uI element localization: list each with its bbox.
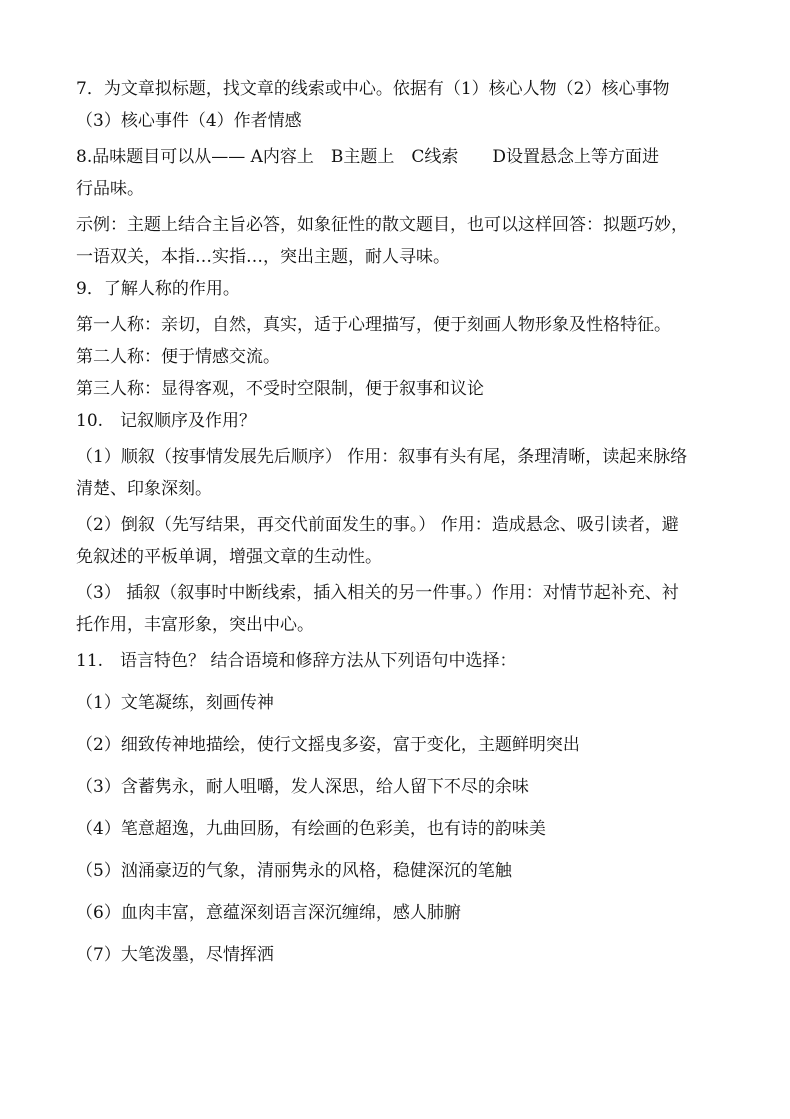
style-option-3: （3）含蓄隽永，耐人咀嚼，发人深思，给人留下不尽的余味 (76, 777, 529, 797)
chronological-line-1: （1）顺叙（按事情发展先后顺序） 作用：叙事有头有尾，条理清晰，读起来脉络 (76, 447, 688, 467)
second-person-line: 第二人称：便于情感交流。 (76, 347, 280, 367)
chronological-line-2: 清楚、印象深刻。 (76, 479, 212, 499)
style-option-6: （6）血肉丰富，意蕴深刻语言深沉缠绵，感人肺腑 (76, 903, 461, 923)
style-option-7: （7）大笔泼墨，尽情挥洒 (76, 945, 274, 965)
interposed-line-1: （3） 插叙（叙事时中断线索，插入相关的另一件事。）作用：对情节起补充、衬 (76, 583, 679, 603)
style-option-1: （1）文笔凝练，刻画传神 (76, 693, 274, 713)
item-10-heading: 10. 记叙顺序及作用？ (76, 411, 257, 431)
item-7-line-1: 7．为文章拟标题，找文章的线索或中心。依据有（1）核心人物（2）核心事物 (76, 79, 670, 99)
example-line-1: 示例：主题上结合主旨必答，如象征性的散文题目，也可以这样回答：拟题巧妙， (76, 215, 688, 235)
style-option-4: （4）笔意超逸，九曲回肠，有绘画的色彩美，也有诗的韵味美 (76, 819, 546, 839)
interposed-line-2: 托作用，丰富形象，突出中心。 (76, 615, 314, 635)
flashback-line-1: （2）倒叙（先写结果，再交代前面发生的事。） 作用：造成悬念、吸引读者，避 (76, 515, 679, 535)
example-line-2: 一语双关，本指…实指…，突出主题，耐人寻味。 (76, 247, 450, 267)
item-9-heading: 9．了解人称的作用。 (76, 279, 240, 299)
style-option-2: （2）细致传神地描绘，使行文摇曳多姿，富于变化，主题鲜明突出 (76, 735, 580, 755)
flashback-line-2: 免叙述的平板单调，增强文章的生动性。 (76, 547, 382, 567)
item-8-line-2: 行品味。 (76, 179, 144, 199)
third-person-line: 第三人称：显得客观，不受时空限制，便于叙事和议论 (76, 379, 484, 399)
style-option-5: （5）汹涌豪迈的气象，清丽隽永的风格，稳健深沉的笔触 (76, 861, 512, 881)
item-8-line-1: 8.品味题目可以从—— A内容上 B主题上 C线索 D设置悬念上等方面进 (76, 147, 660, 167)
item-7-line-2: （3）核心事件（4）作者情感 (76, 111, 302, 131)
first-person-line: 第一人称：亲切，自然，真实，适于心理描写，便于刻画人物形象及性格特征。 (76, 315, 671, 335)
document-body (76, 73, 756, 971)
item-11-heading: 11. 语言特色？ 结合语境和修辞方法从下列语句中选择： (76, 651, 517, 671)
